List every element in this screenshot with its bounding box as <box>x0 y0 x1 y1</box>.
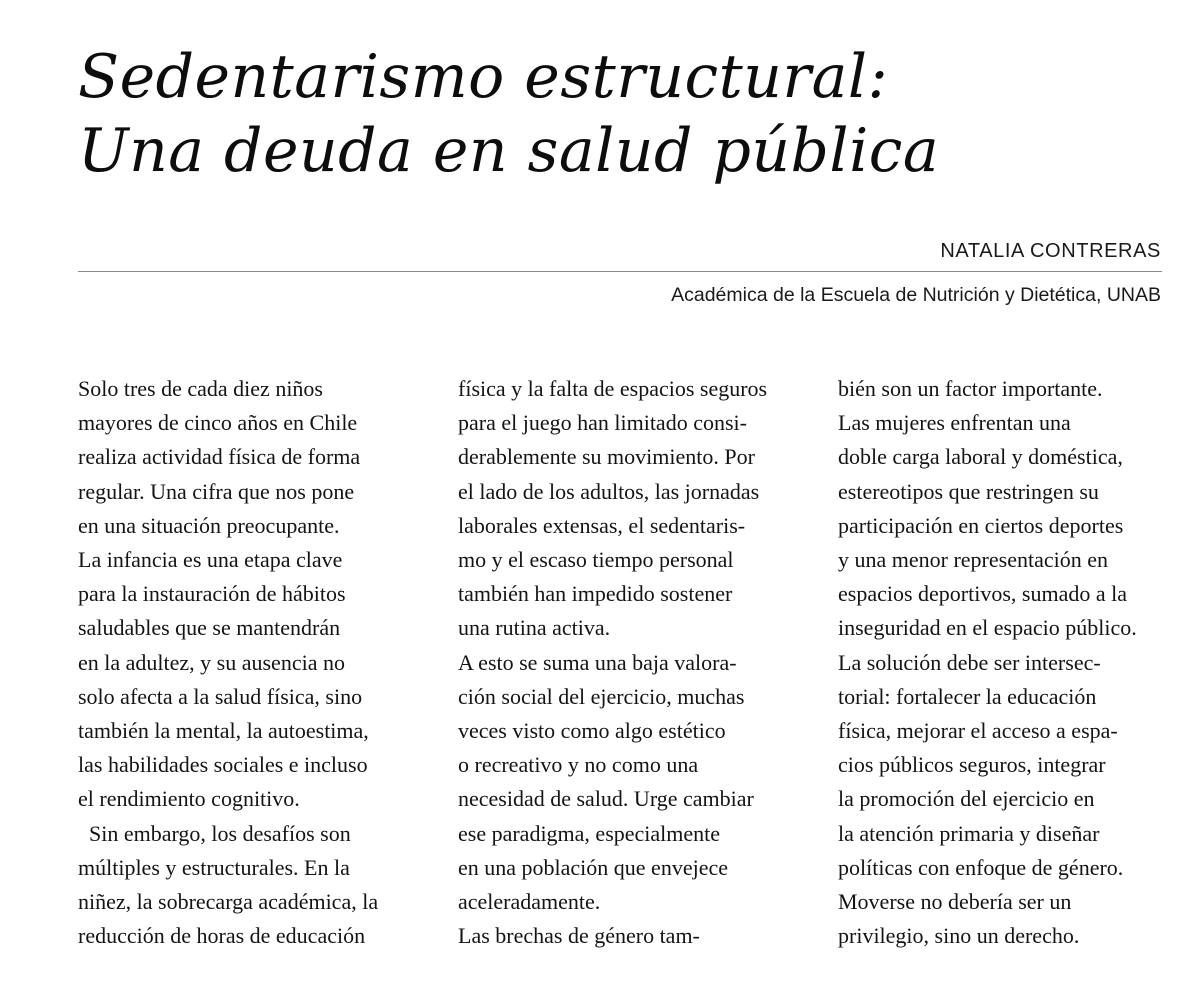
body-text-line: para el juego han limitado consi- <box>458 410 747 436</box>
body-text-line: participación en ciertos deportes <box>838 512 1124 538</box>
title-line-1: Sedentarismo estructural: <box>78 42 889 112</box>
body-text-line: mo y el escaso tiempo personal <box>458 547 734 573</box>
body-text-line: física, mejorar el acceso a espa- <box>838 718 1118 744</box>
body-text-line: física y la falta de espacios seguros <box>458 376 768 401</box>
body-text-line: veces visto como algo estético <box>458 718 726 744</box>
body-text-line: niñez, la sobrecarga académica, la <box>78 889 379 915</box>
body-text-line: derablemente su movimiento. Por <box>458 444 755 470</box>
body-text-line: necesidad de salud. Urge cambiar <box>458 786 754 812</box>
body-text-line: ese paradigma, especialmente <box>458 820 721 846</box>
author-affiliation: Académica de la Escuela de Nutrición y Dietética, UNAB <box>671 284 1161 306</box>
author-name: NATALIA CONTRERAS <box>940 240 1161 262</box>
body-text-line: realiza actividad física de forma <box>78 444 361 470</box>
body-text-line: estereotipos que restringen su <box>838 478 1099 504</box>
body-text-line: mayores de cinco años en Chile <box>78 410 358 436</box>
body-text-line: también han impedido sostener <box>458 581 733 607</box>
body-text-line: A esto se suma una baja valora- <box>458 649 737 675</box>
body-text-line: Moverse no debería ser un <box>838 889 1072 915</box>
body-text-line: cios públicos seguros, integrar <box>838 752 1106 778</box>
body-text-line: torial: fortalecer la educación <box>838 683 1097 709</box>
title-line-2: Una deuda en salud pública <box>78 116 940 186</box>
body-text-line: en la adultez, y su ausencia no <box>78 649 345 675</box>
body-text-line: La solución debe ser intersec- <box>838 649 1101 675</box>
body-text-line: laborales extensas, el sedentaris- <box>458 512 746 538</box>
body-text-line: el rendimiento cognitivo. <box>78 786 300 812</box>
body-text-line: privilegio, sino un derecho. <box>838 923 1080 949</box>
body-text-line: solo afecta a la salud física, sino <box>78 683 363 709</box>
body-text-line: o recreativo y no como una <box>458 752 699 778</box>
body-text-line: Sin embargo, los desafíos son <box>78 820 351 846</box>
body-text-line: bién son un factor importante. <box>838 376 1103 401</box>
body-text-line: Las brechas de género tam- <box>458 923 700 949</box>
body-text-line: la atención primaria y diseñar <box>838 820 1100 846</box>
body-text-line: regular. Una cifra que nos pone <box>78 478 355 504</box>
body-text-line: las habilidades sociales e incluso <box>78 752 368 778</box>
body-text-line: Las mujeres enfrentan una <box>838 410 1071 436</box>
body-text-line: aceleradamente. <box>458 889 601 915</box>
byline-divider <box>78 271 1162 272</box>
body-text-line: políticas con enfoque de género. <box>838 854 1124 880</box>
body-text-line: Solo tres de cada diez niños <box>78 376 323 401</box>
article-column-1 <box>78 372 378 953</box>
body-text-line: la promoción del ejercicio en <box>838 786 1095 812</box>
body-text-line: y una menor representación en <box>838 547 1108 573</box>
body-text-line: ción social del ejercicio, muchas <box>458 683 745 709</box>
body-text-line: espacios deportivos, sumado a la <box>838 581 1127 607</box>
body-text-line: doble carga laboral y doméstica, <box>838 444 1123 470</box>
body-text-line: inseguridad en el espacio público. <box>838 615 1137 641</box>
body-text-line: también la mental, la autoestima, <box>78 718 369 744</box>
body-text-line: en una situación preocupante. <box>78 512 340 538</box>
body-text-line: en una población que envejece <box>458 854 728 880</box>
body-text-line: múltiples y estructurales. En la <box>78 854 350 880</box>
body-text-line: para la instauración de hábitos <box>78 581 346 607</box>
body-text-line: saludables que se mantendrán <box>78 615 341 641</box>
body-text-line: La infancia es una etapa clave <box>78 547 343 573</box>
body-text-line: reducción de horas de educación <box>78 923 366 949</box>
body-text-line: una rutina activa. <box>458 615 611 641</box>
article-title <box>78 40 1158 188</box>
body-text-line: el lado de los adultos, las jornadas <box>458 478 760 504</box>
article-column-3 <box>838 372 1137 953</box>
article-column-2 <box>458 372 767 953</box>
